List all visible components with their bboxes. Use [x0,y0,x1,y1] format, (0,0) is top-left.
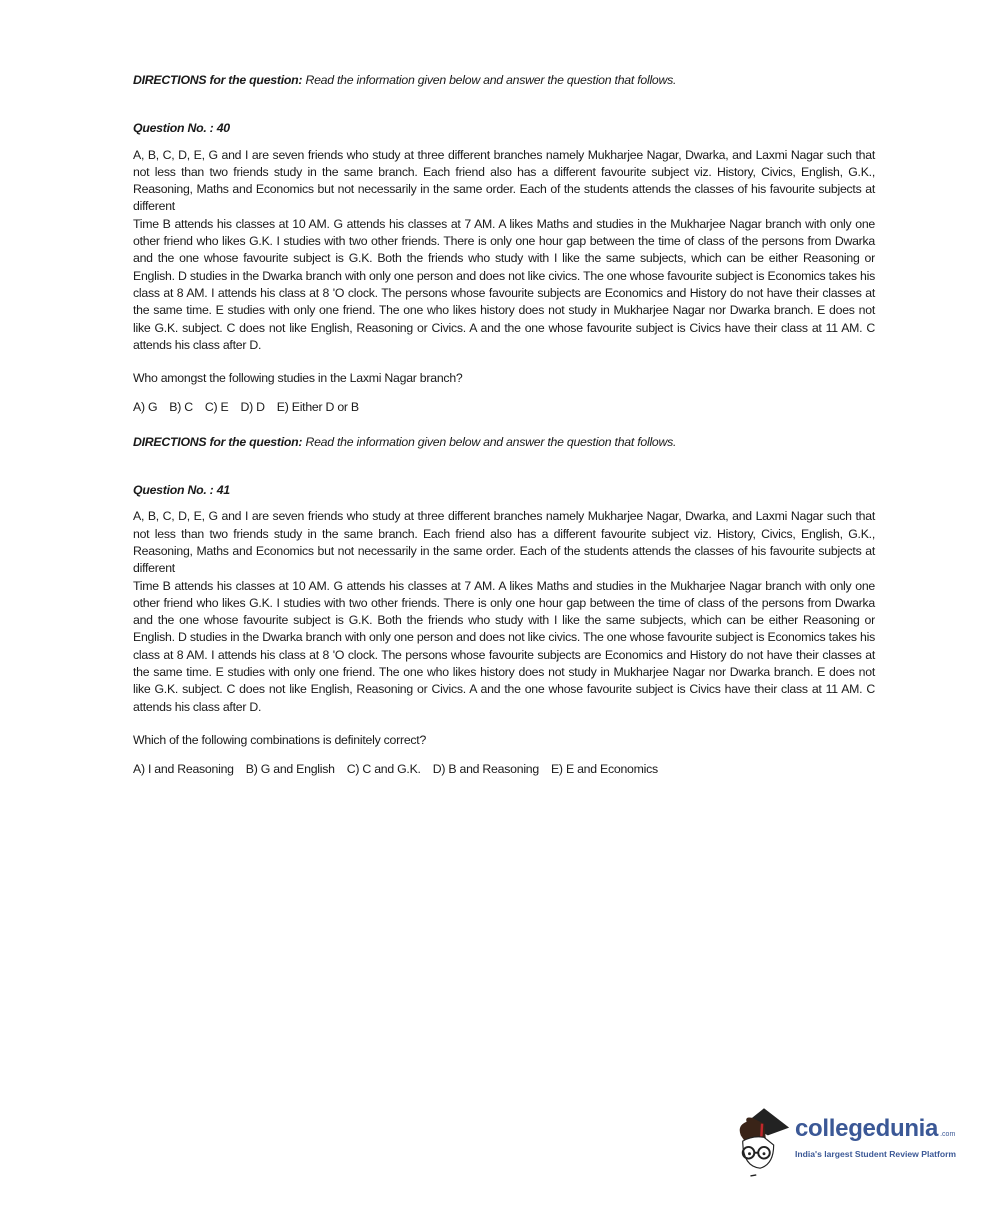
logo-text-group [795,1105,956,1160]
directions-label: DIRECTIONS for the question: [133,434,303,449]
logo-tagline: India's largest Student Review Platform [795,1149,957,1159]
logo-brand-row [795,1115,956,1143]
option-d: D) B and Reasoning [432,762,539,777]
option-b: B) C [169,400,193,415]
option-a: A) I and Reasoning [133,762,234,777]
passage-part-2: Time B attends his classes at 10 AM. G attends his classes at 7 AM. A likes Maths and studies in the Mukharjee Nagar branch with only one other friend who likes G.K. I studies with two other friends. There is only one hour gap between the time of class of the persons from Dwarka and the one whose favourite subject is G.K. Both the friends who study with I like the same subjects, which can be either Reasoning or English. D studies in the Dwarka branch with only one person and does not like civics. The one whose favourite subject is Economics takes his class at 8 AM. I attends his class at 8 'O clock. The persons whose favourite subjects are Economics and History do not have their classes at the same time. E studies with only one friend. The one who likes history does not study in Mukharjee Nagar nor Dwarka branch. E does not like G.K. subject. C does not like English, Reasoning or Civics. A and the one whose favourite subject is Civics have their class at 11 AM. C attends his class after D. [133,578,875,714]
answer-options-40 [133,399,875,416]
option-c: C) E [204,400,229,415]
answer-options-41 [133,761,875,778]
directions-q40 [133,72,875,89]
directions-text: Read the information given below and answer the question that follows. [305,434,677,449]
option-e: E) Either D or B [276,400,359,415]
question-prompt-40: Who amongst the following studies in the Laxmi Nagar branch? [133,371,463,386]
question-passage-40 [133,147,875,355]
logo-domain-text: .com [940,1131,956,1138]
question-number-41: Question No. : 41 [133,483,230,498]
collegedunia-logo [735,1105,956,1185]
directions-text: Read the information given below and answer the question that follows. [305,73,677,87]
passage-part-2: Time B attends his classes at 10 AM. G attends his classes at 7 AM. A likes Maths and studies in the Mukharjee Nagar branch with only one other friend who likes G.K. I studies with two other friends. There is only one hour gap between the time of class of the persons from Dwarka and the one whose favourite subject is G.K. Both the friends who study with I like the same subjects, which can be either Reasoning or English. D studies in the Dwarka branch with only one person and does not like civics. The one whose favourite subject is Economics takes his class at 8 AM. I attends his class at 8 'O clock. The persons whose favourite subjects are Economics and History do not have their classes at the same time. E studies with only one friend. The one who likes history does not study in Mukharjee Nagar nor Dwarka branch. E does not like G.K. subject. C does not like English, Reasoning or Civics. A and the one whose favourite subject is Civics have their class at 11 AM. C attends his class after D. [133,216,875,352]
question-prompt-41: Which of the following combinations is definitely correct? [133,732,427,747]
option-c: C) C and G.K. [346,762,421,777]
logo-brand-text: collegedunia [795,1115,939,1142]
option-e: E) E and Economics [550,762,658,777]
passage-part-1: A, B, C, D, E, G and I are seven friends who study at three different branches namely Mukharjee Nagar, Dwarka, and Laxmi Nagar such that not less than two friends study in the same branch. Each friend also has a different favourite subject viz. History, Civics, English, G.K., Reasoning, Maths and Economics but not necessarily in the same order. Each of the students attends the classes of his favourite subjects at different [133,147,875,214]
question-number-40: Question No. : 40 [133,121,230,136]
passage-part-1: A, B, C, D, E, G and I are seven friends who study at three different branches namely Mukharjee Nagar, Dwarka, and Laxmi Nagar such that not less than two friends study in the same branch. Each friend also has a different favourite subject viz. History, Civics, English, G.K., Reasoning, Maths and Economics but not necessarily in the same order. Each of the students attends the classes of his favourite subjects at different [133,509,875,576]
option-a: A) G [133,400,158,415]
option-d: D) D [240,400,265,415]
mascot-icon [735,1105,793,1185]
directions-label: DIRECTIONS for the question: [133,73,303,87]
directions-q41 [133,434,875,451]
question-passage-41 [133,508,875,716]
document-content [133,72,875,779]
option-b: B) G and English [245,762,335,777]
